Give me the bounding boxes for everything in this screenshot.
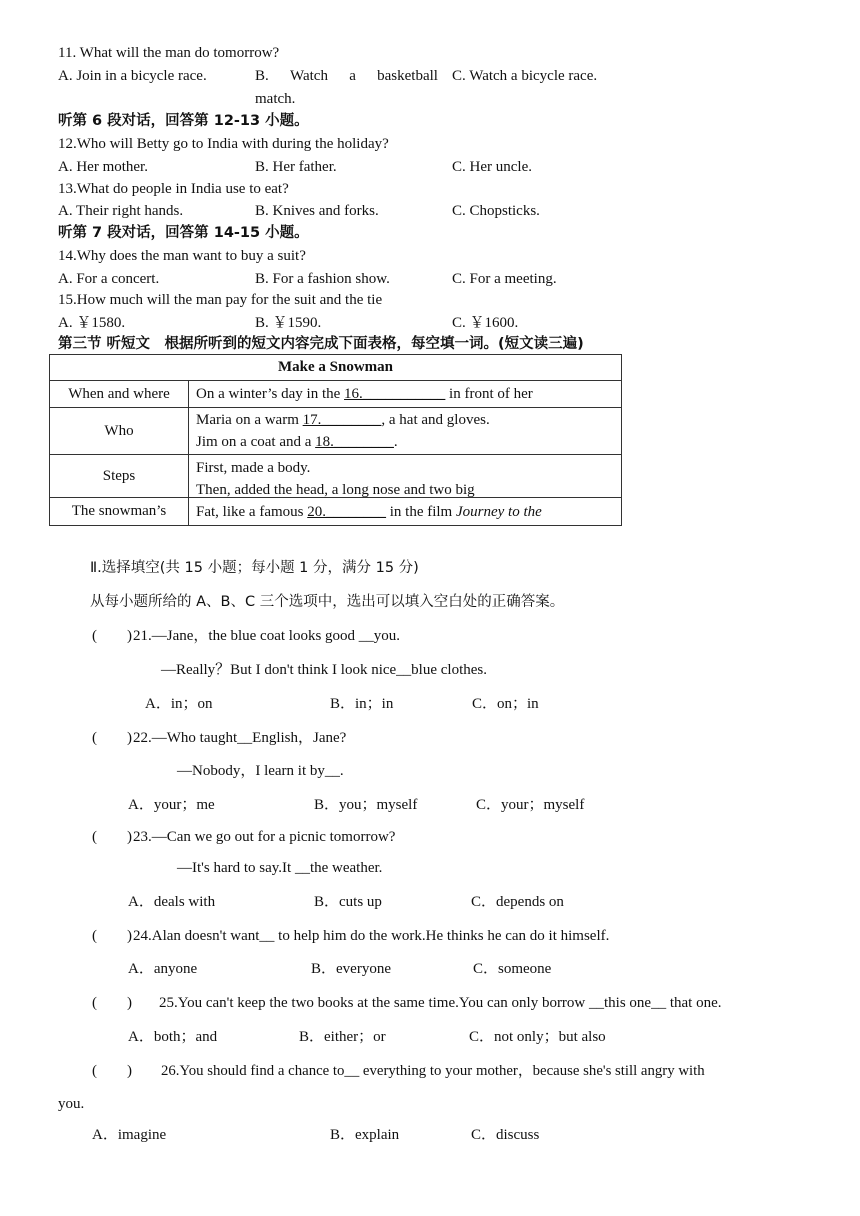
question-14-option-a: A. For a concert. — [58, 271, 160, 287]
question-21-line2: —Really？But I don't think I look nice__blue clothes. — [161, 662, 487, 678]
table-row — [50, 381, 622, 408]
table-row — [50, 408, 622, 455]
answer-paren[interactable]: ( ) — [92, 1063, 132, 1079]
answer-paren[interactable]: ( ) — [92, 829, 132, 845]
text: in front of her — [445, 386, 533, 402]
question-12-option-a: A. Her mother. — [58, 159, 148, 175]
option-a: A．your；me — [128, 797, 215, 813]
question-15-option-c: C. ￥1600. — [452, 315, 519, 331]
row-label: The snowman’s — [50, 498, 189, 526]
question-13-stem: 13.What do people in India use to eat? — [58, 181, 289, 197]
option-c: C．not only；but also — [469, 1029, 606, 1045]
question-14-stem: 14.Why does the man want to buy a suit? — [58, 248, 306, 264]
option-c: C．your；myself — [476, 797, 585, 813]
question-12-option-c: C. Her uncle. — [452, 159, 532, 175]
option-b: B．either；or — [299, 1029, 386, 1045]
row-content — [189, 408, 622, 455]
text: , a hat and gloves. — [381, 412, 490, 428]
row-label: Who — [50, 408, 189, 455]
option-b: B．cuts up — [314, 894, 382, 910]
option-a: A．imagine — [92, 1127, 167, 1143]
option-a: A．in；on — [145, 696, 213, 712]
question-12-option-b: B. Her father. — [255, 159, 337, 175]
question-13-option-a: A. Their right hands. — [58, 203, 184, 219]
row-content — [189, 498, 622, 526]
option-b: B．you；myself — [314, 797, 418, 813]
question-23-line2: —It's hard to say.It __the weather. — [177, 860, 383, 876]
text: Maria on a warm — [196, 412, 303, 428]
film-title: Journey to the — [455, 503, 542, 520]
option-b: B．explain — [330, 1127, 400, 1143]
section-6-heading: 听第 6 段对话，回答第 12-13 小题。 — [58, 113, 309, 129]
question-22-line2: —Nobody，I learn it by__. — [177, 763, 344, 779]
question-11-option-c: C. Watch a bicycle race. — [452, 68, 598, 84]
text: in the film — [385, 503, 456, 520]
question-11-option-b-cont: match. — [255, 91, 296, 107]
snowman-table — [49, 354, 622, 526]
question-11-stem: 11. What will the man do tomorrow? — [58, 45, 280, 61]
option-c: C．discuss — [471, 1127, 540, 1143]
text: Jim on a coat and a — [196, 434, 316, 450]
option-b-word: basketball — [377, 68, 438, 84]
blank-17[interactable]: 17.________ — [302, 412, 382, 428]
answer-paren[interactable]: ( ) — [92, 928, 132, 944]
text: First, made a body. — [196, 460, 311, 476]
option-b: B．everyone — [311, 961, 391, 977]
question-15-stem: 15.How much will the man pay for the suit and the tie — [58, 292, 383, 308]
table-row — [50, 455, 622, 498]
question-25-line1: 25.You can't keep the two books at the same time.You can only borrow __this one__ that one. — [159, 995, 722, 1011]
blank-18[interactable]: 18.________ — [315, 434, 394, 450]
question-15-option-b: B. ￥1590. — [255, 315, 322, 331]
blank-16[interactable]: 16.___________ — [344, 386, 446, 402]
question-14-option-c: C. For a meeting. — [452, 271, 557, 287]
option-b-word: Watch — [290, 68, 328, 84]
question-11-option-a: A. Join in a bicycle race. — [58, 68, 207, 84]
question-13-option-c: C. Chopsticks. — [452, 203, 540, 219]
text: Fat, like a famous — [196, 503, 308, 520]
question-21-line1: 21.—Jane，the blue coat looks good __you. — [133, 628, 401, 644]
text — [196, 479, 614, 497]
option-a: A．anyone — [128, 961, 198, 977]
question-23-line1: 23.—Can we go out for a picnic tomorrow? — [133, 829, 396, 845]
question-26-line1: 26.You should find a chance to__ everything to your mother，because she's still angry with — [161, 1063, 705, 1079]
row-content — [189, 455, 622, 498]
question-24-line1: 24.Alan doesn't want__ to help him do the work.He thinks he can do it himself. — [133, 928, 610, 944]
question-14-option-b: B. For a fashion show. — [255, 271, 390, 287]
row-content — [189, 381, 622, 408]
table-title: Make a Snowman — [50, 355, 622, 381]
text: . — [393, 434, 398, 450]
question-13-option-b: B. Knives and forks. — [255, 203, 379, 219]
section-3-heading: 第三节 听短文 根据所听到的短文内容完成下面表格，每空填一词。(短文读三遍) — [58, 336, 584, 352]
answer-paren[interactable]: ( ) — [92, 628, 132, 644]
part-2-instruction: 从每小题所给的 A、B、C 三个选项中，选出可以填入空白处的正确答案。 — [90, 594, 565, 610]
option-b-word: a — [349, 68, 356, 84]
answer-paren[interactable]: ( ) — [92, 995, 132, 1011]
question-22-line1: 22.—Who taught__English，Jane? — [133, 730, 347, 746]
section-7-heading: 听第 7 段对话，回答第 14-15 小题。 — [58, 225, 309, 241]
option-c: C．depends on — [471, 894, 564, 910]
question-11-option-b — [255, 66, 438, 86]
question-26-line1-cont: you. — [58, 1096, 85, 1112]
row-label: When and where — [50, 381, 189, 408]
answer-paren[interactable]: ( ) — [92, 730, 132, 746]
part-2-heading: Ⅱ.选择填空(共 15 小题；每小题 1 分，满分 15 分) — [90, 560, 419, 576]
table-row — [50, 498, 622, 526]
option-c: C．on；in — [472, 696, 539, 712]
option-a: A．deals with — [128, 894, 216, 910]
option-a: A．both；and — [128, 1029, 218, 1045]
option-b: B．in；in — [330, 696, 394, 712]
word: Then, added the head, a long nose and two big — [196, 482, 475, 497]
blank-20[interactable]: 20.________ — [307, 503, 386, 520]
option-c: C．someone — [473, 961, 552, 977]
question-15-option-a: A. ￥1580. — [58, 315, 126, 331]
question-12-stem: 12.Who will Betty go to India with during the holiday? — [58, 136, 389, 152]
option-b-word: B. — [255, 68, 269, 84]
text: On a winter’s day in the — [196, 386, 345, 402]
row-label: Steps — [50, 455, 189, 498]
